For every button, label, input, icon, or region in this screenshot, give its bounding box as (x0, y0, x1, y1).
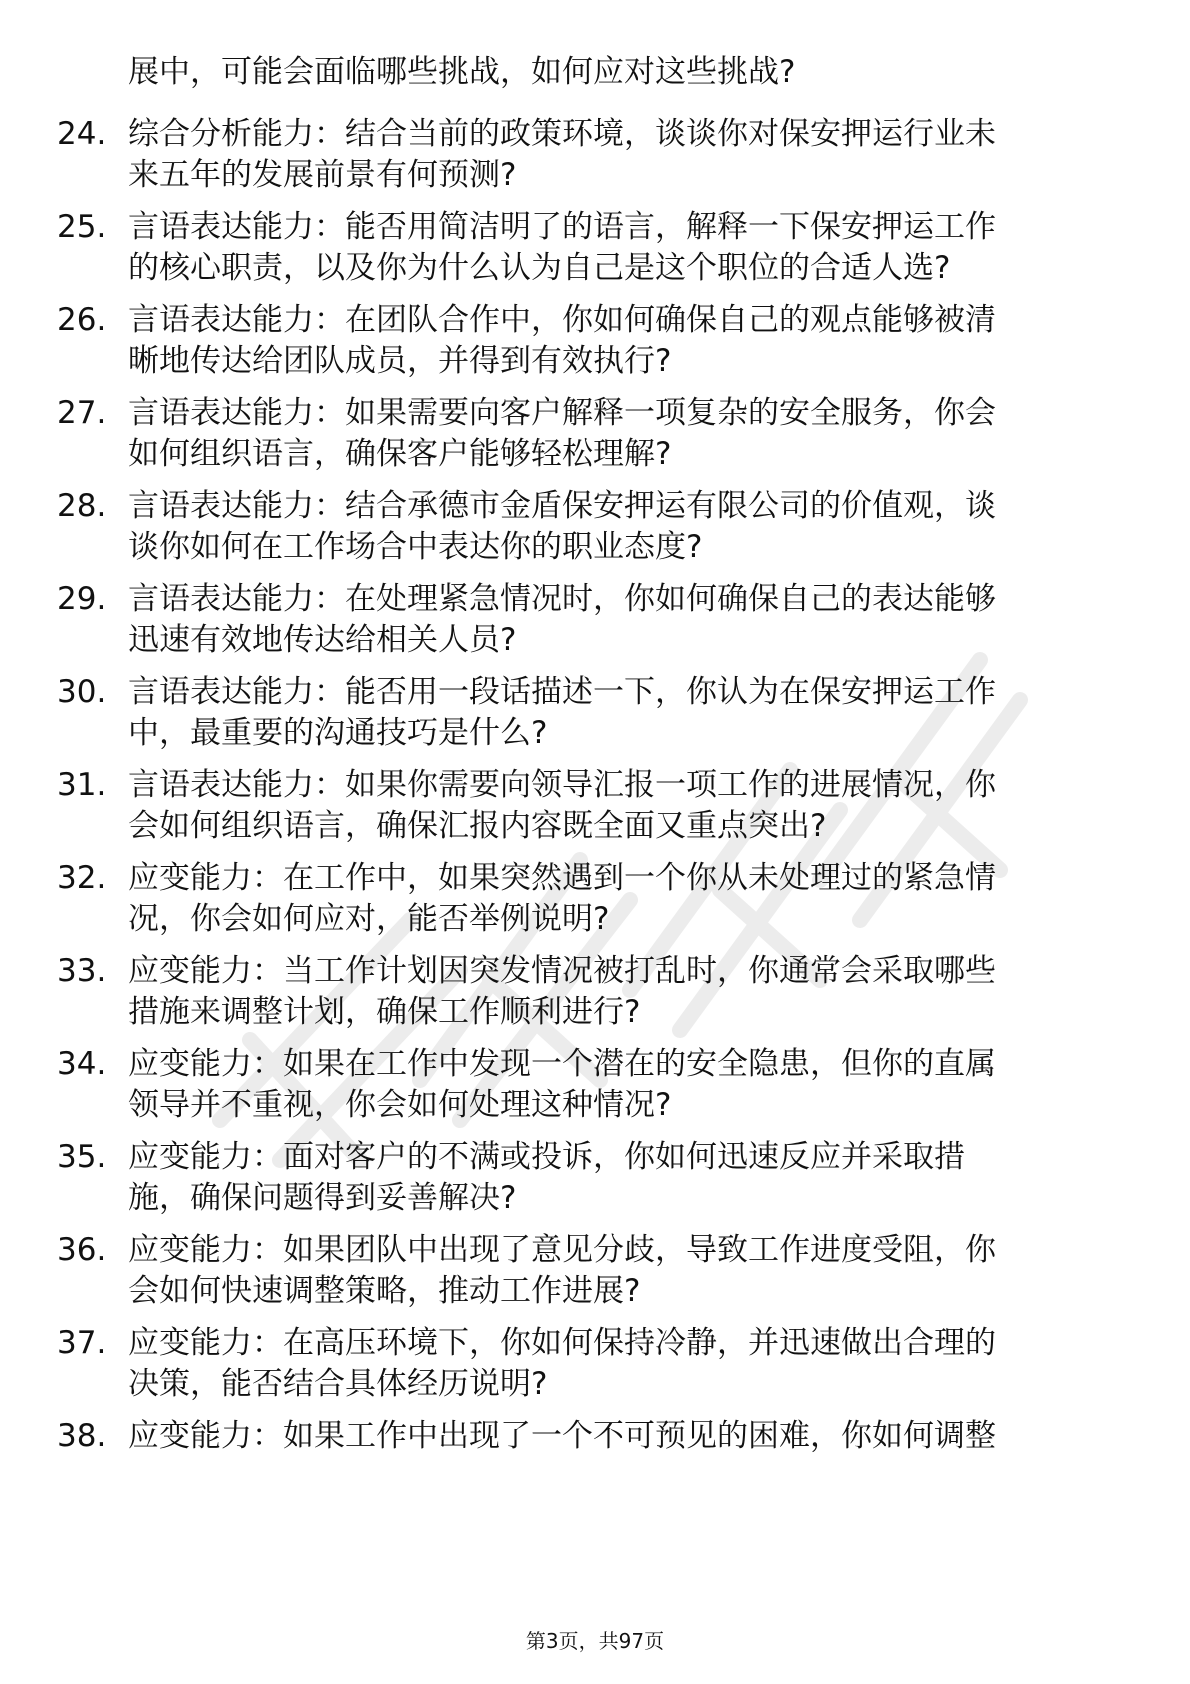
question-text-line-2: 晰地传达给团队成员，并得到有效执行? (128, 343, 672, 379)
question-text-line-2: 会如何组织语言，确保汇报内容既全面又重点突出? (128, 808, 827, 844)
question-text-line-1: 应变能力：在工作中，如果突然遇到一个你从未处理过的紧急情 (128, 860, 996, 896)
question-number: 33. (57, 953, 107, 989)
question-number: 38. (57, 1418, 107, 1454)
question-text-line-1: 言语表达能力：在处理紧急情况时，你如何确保自己的表达能够 (128, 581, 996, 617)
question-number: 25. (57, 209, 107, 245)
question-text-line-1: 言语表达能力：能否用简洁明了的语言，解释一下保安押运工作 (128, 209, 996, 245)
question-text-line-1: 应变能力：当工作计划因突发情况被打乱时，你通常会采取哪些 (128, 953, 996, 989)
question-text-line-1: 应变能力：如果在工作中发现一个潜在的安全隐患，但你的直属 (128, 1046, 996, 1082)
question-text-line-2: 来五年的发展前景有何预测? (128, 157, 517, 193)
question-text-line-1: 应变能力：如果工作中出现了一个不可预见的困难，你如何调整 (128, 1418, 996, 1454)
question-text-line-2: 中，最重要的沟通技巧是什么? (128, 715, 548, 751)
question-text-line-1: 言语表达能力：能否用一段话描述一下，你认为在保安押运工作 (128, 674, 996, 710)
question-number: 26. (57, 302, 107, 338)
question-text-line-1: 应变能力：在高压环境下，你如何保持冷静，并迅速做出合理的 (128, 1325, 996, 1361)
question-text-line-2: 会如何快速调整策略，推动工作进展? (128, 1273, 641, 1309)
question-text-line-1: 综合分析能力：结合当前的政策环境，谈谈你对保安押运行业未 (128, 116, 996, 152)
page-footer: 第3页，共97页 (525, 1629, 665, 1653)
question-number: 34. (57, 1046, 107, 1082)
question-number: 31. (57, 767, 107, 803)
question-text-line-2: 施，确保问题得到妥善解决? (128, 1180, 517, 1216)
question-text-line-1: 言语表达能力：如果需要向客户解释一项复杂的安全服务，你会 (128, 395, 996, 431)
question-text-line-2: 如何组织语言，确保客户能够轻松理解? (128, 436, 672, 472)
question-text-line-2: 措施来调整计划，确保工作顺利进行? (128, 994, 641, 1030)
question-number: 32. (57, 860, 107, 896)
question-text-line-2: 的核心职责，以及你为什么认为自己是这个职位的合适人选? (128, 250, 951, 286)
question-number: 30. (57, 674, 107, 710)
question-number: 28. (57, 488, 107, 524)
continuation-line: 展中，可能会面临哪些挑战，如何应对这些挑战? (128, 54, 796, 90)
question-text-line-1: 言语表达能力：在团队合作中，你如何确保自己的观点能够被清 (128, 302, 996, 338)
question-number: 24. (57, 116, 107, 152)
question-text-line-2: 决策，能否结合具体经历说明? (128, 1366, 548, 1402)
question-number: 27. (57, 395, 107, 431)
question-text-line-1: 言语表达能力：如果你需要向领导汇报一项工作的进展情况，你 (128, 767, 996, 803)
question-text-line-2: 谈你如何在工作场合中表达你的职业态度? (128, 529, 703, 565)
question-text-line-1: 应变能力：如果团队中出现了意见分歧，导致工作进度受阻，你 (128, 1232, 996, 1268)
question-text-line-2: 迅速有效地传达给相关人员? (128, 622, 517, 658)
question-text-line-1: 言语表达能力：结合承德市金盾保安押运有限公司的价值观，谈 (128, 488, 996, 524)
question-number: 29. (57, 581, 107, 617)
question-text-line-2: 领导并不重视，你会如何处理这种情况? (128, 1087, 672, 1123)
question-text-line-1: 应变能力：面对客户的不满或投诉，你如何迅速反应并采取措 (128, 1139, 965, 1175)
question-number: 36. (57, 1232, 107, 1268)
question-number: 35. (57, 1139, 107, 1175)
question-number: 37. (57, 1325, 107, 1361)
question-text-line-2: 况，你会如何应对，能否举例说明? (128, 901, 610, 937)
